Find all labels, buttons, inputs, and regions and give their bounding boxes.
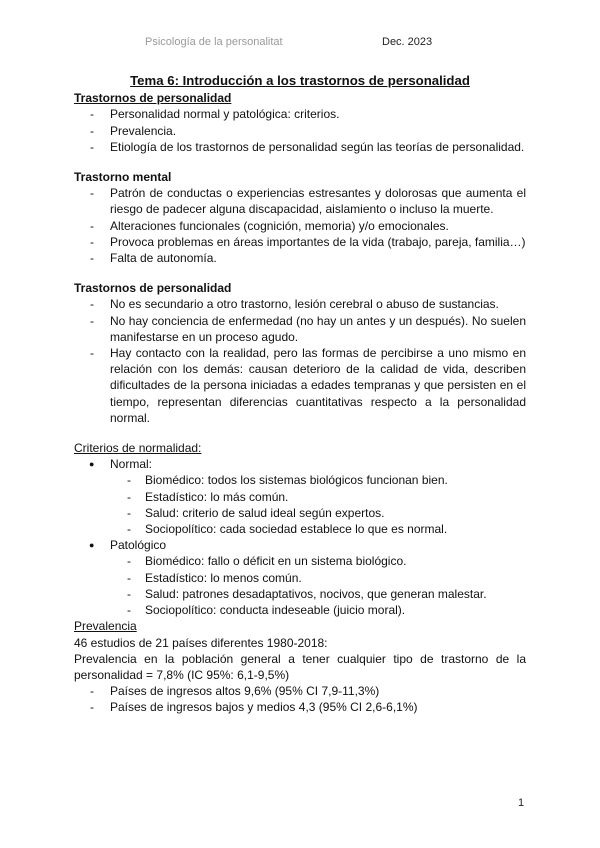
list-item: - Salud: patrones desadaptativos, nocivos, que generan malestar. (74, 586, 526, 602)
list-item: - Personalidad normal y patológica: criterios. (74, 106, 526, 122)
list-item: - No hay conciencia de enfermedad (no hay un antes y un después). No suelen manifestarse en un proceso agudo. (74, 313, 526, 345)
section-heading-trastornos-personalidad: Trastornos de personalidad (74, 281, 232, 296)
list-item: - Patrón de conductas o experiencias estresantes y dolorosas que aumenta el riesgo de padecer alguna discapacidad, aislamiento o incluso la muerte. (74, 185, 526, 217)
list-item: - Salud: criterio de salud ideal según expertos. (74, 505, 526, 521)
prevalencia-general: Prevalencia en la población general a tener cualquier tipo de trastorno de la personalidad = 7,8% (IC 95%: 6,1-9,5%) (74, 651, 526, 682)
page-number: 1 (518, 797, 525, 809)
page-title: Tema 6: Introducción a los trastornos de personalidad (130, 73, 470, 88)
trastornos-list (74, 106, 526, 155)
criterios-list (74, 456, 526, 618)
prevalencia-list (74, 683, 526, 715)
list-item: - Sociopolítico: cada sociedad establece lo que es normal. (74, 521, 526, 537)
document-body (74, 73, 526, 716)
criterio-patologico-label: ● Patológico (74, 537, 526, 553)
header-date: Dec. 2023 (382, 36, 433, 48)
list-item: - Prevalencia. (74, 123, 526, 139)
section-heading-trastorno-mental: Trastorno mental (74, 170, 172, 185)
header-course: Psicología de la personalitat (145, 36, 283, 48)
list-item: - Biomédico: fallo o déficit en un sistema biológico. (74, 553, 526, 569)
list-item: - Países de ingresos altos 9,6% (95% CI 7,9-11,3%) (74, 683, 526, 699)
list-item: - Provoca problemas en áreas importantes de la vida (trabajo, pareja, familia…) (74, 234, 526, 250)
list-item: - No es secundario a otro trastorno, lesión cerebral o abuso de sustancias. (74, 296, 526, 312)
section-heading-trastornos: Trastornos de personalidad (74, 91, 232, 106)
list-item: - Estadístico: lo más común. (74, 489, 526, 505)
list-item: - Países de ingresos bajos y medios 4,3 (95% CI 2,6-6,1%) (74, 699, 526, 715)
list-item: - Biomédico: todos los sistemas biológicos funcionan bien. (74, 472, 526, 488)
criterio-normal-label: ● Normal: (74, 456, 526, 472)
criterios-heading: Criterios de normalidad: (74, 441, 202, 456)
prevalencia-studies: 46 estudios de 21 países diferentes 1980-2018: (74, 635, 328, 650)
list-item: - Etiología de los trastornos de personalidad según las teorías de personalidad. (74, 139, 526, 155)
prevalencia-heading: Prevalencia (74, 619, 137, 634)
list-item: - Alteraciones funcionales (cognición, memoria) y/o emocionales. (74, 218, 526, 234)
list-item: - Estadístico: lo menos común. (74, 570, 526, 586)
list-item: - Sociopolítico: conducta indeseable (juicio moral). (74, 602, 526, 618)
trastornos-personalidad-list (74, 296, 526, 426)
trastorno-mental-list (74, 185, 526, 266)
list-item: - Falta de autonomía. (74, 250, 526, 266)
list-item: - Hay contacto con la realidad, pero las formas de percibirse a uno mismo en relación con los demás: causan deterioro de la calidad de vida, describen dificultades de la persona iniciadas a edades tempranas y que persisten en el tiempo, representan diferencias cuantitativas respecto a la personalidad normal. (74, 345, 526, 426)
